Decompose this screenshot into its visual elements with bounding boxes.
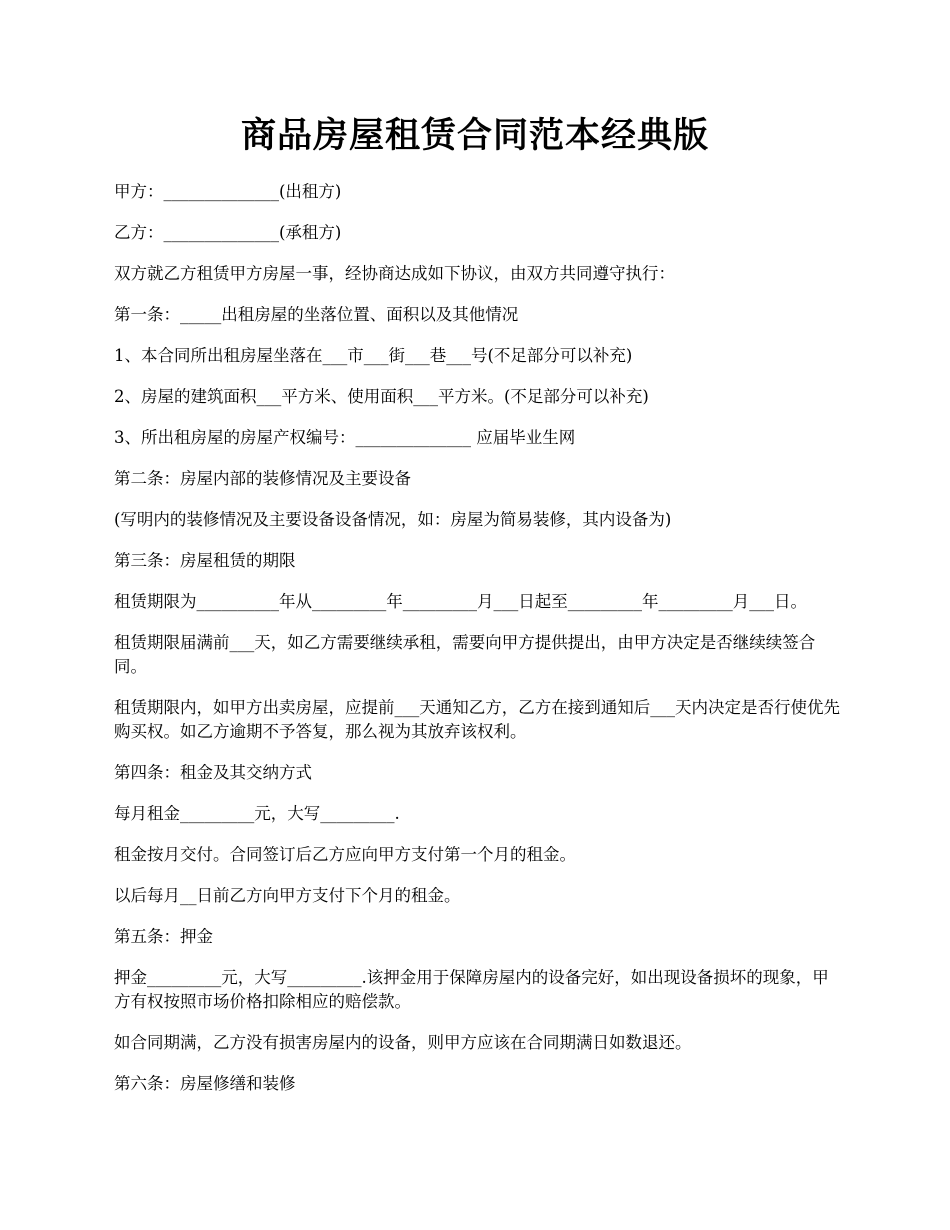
article-1-heading: 第一条：_____出租房屋的坐落位置、面积以及其他情况 — [114, 305, 519, 324]
article-4-heading: 第四条：租金及其交纳方式 — [114, 763, 312, 782]
paragraph-preamble: 双方就乙方租赁甲方房屋一事，经协商达成如下协议，由双方共同遵守执行： — [114, 264, 675, 283]
article-4-schedule: 以后每月__日前乙方向甲方支付下个月的租金。 — [114, 886, 461, 905]
article-3-term: 租赁期限为__________年从_________年_________月___日起至_________年_________月___日。 — [114, 592, 807, 611]
paragraph-party-a: 甲方：______________(出租方) — [114, 182, 342, 201]
article-3-preemption: 租赁期限内，如甲方出卖房屋，应提前___天通知乙方，乙方在接到通知后___天内决定是否行使优先购买权。如乙方逾期不予答复，那么视为其放弃该权利。 — [114, 698, 840, 741]
article-4-payment: 租金按月交付。合同签订后乙方应向甲方支付第一个月的租金。 — [114, 845, 576, 864]
article-3-renewal: 租赁期限届满前___天，如乙方需要继续承租，需要向甲方提供提出，由甲方决定是否继续续签合同。 — [114, 633, 816, 676]
article-1-item-3: 3、所出租房屋的房屋产权编号：______________ 应届毕业生网 — [114, 428, 576, 447]
article-6-heading: 第六条：房屋修缮和装修 — [114, 1074, 296, 1093]
article-5-refund: 如合同期满，乙方没有损害房屋内的设备，则甲方应该在合同期满日如数退还。 — [114, 1033, 692, 1052]
document-title: 商品房屋租赁合同范本经典版 — [240, 115, 709, 156]
document-body — [114, 180, 842, 1113]
article-5-heading: 第五条：押金 — [114, 927, 213, 946]
article-3-heading: 第三条：房屋租赁的期限 — [114, 551, 296, 570]
article-4-monthly-rent: 每月租金_________元，大写_________. — [114, 804, 400, 823]
paragraph-party-b: 乙方：______________(承租方) — [114, 223, 342, 242]
article-2-heading: 第二条：房屋内部的装修情况及主要设备 — [114, 469, 411, 488]
article-1-item-1: 1、本合同所出租房屋坐落在___市___街___巷___号(不足部分可以补充) — [114, 346, 633, 365]
article-2-text: (写明内的装修情况及主要设备设备情况，如：房屋为简易装修，其内设备为) — [114, 510, 672, 529]
article-5-deposit: 押金_________元，大写_________.该押金用于保障房屋内的设备完好，如出现设备损坏的现象，甲方有权按照市场价格扣除相应的赔偿款。 — [114, 968, 829, 1011]
article-1-item-2: 2、房屋的建筑面积___平方米、使用面积___平方米。(不足部分可以补充) — [114, 387, 649, 406]
